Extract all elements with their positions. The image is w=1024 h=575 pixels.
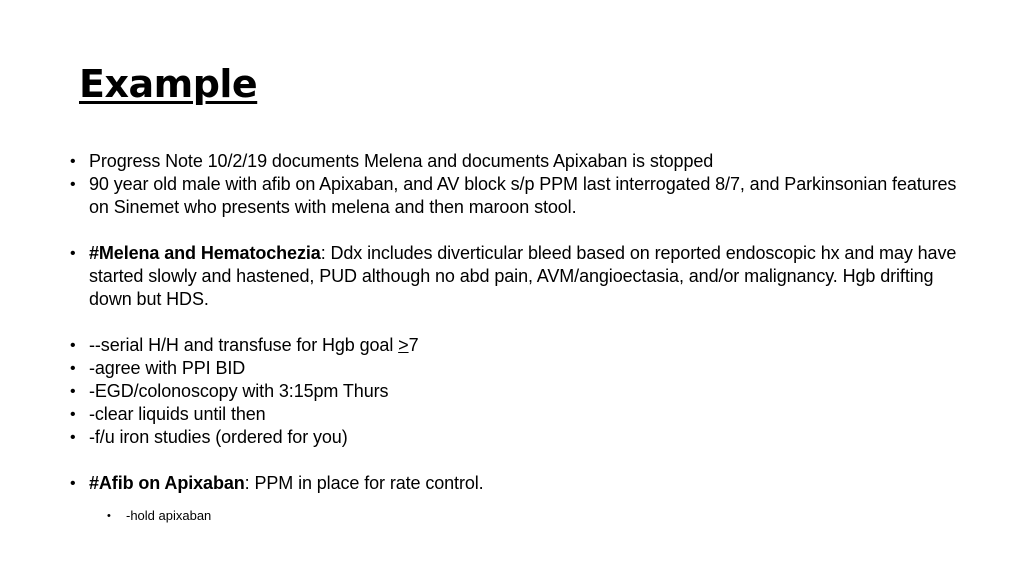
bullet-item: [70, 380, 970, 403]
bullet-dot: •: [70, 406, 76, 423]
bullet-item: [70, 242, 970, 311]
bullet-dot: •: [70, 176, 76, 193]
bullet-text: 90 year old male with afib on Apixaban, and AV block s/p PPM last interrogated 8/7, and Parkinsonian features on Sinemet who presents with melena and then maroon stool.: [89, 174, 957, 217]
bullet-dot: •: [70, 360, 76, 377]
bullet-item: [70, 357, 970, 380]
bullet-item: [70, 426, 970, 449]
bullet-text: -agree with PPI BID: [89, 358, 246, 378]
bullet-dot: •: [70, 429, 76, 446]
bullet-item: [70, 334, 970, 357]
bullet-text: --serial H/H and transfuse for Hgb goal: [89, 335, 399, 355]
bullet-item: [70, 403, 970, 426]
bullet-heading: #Melena and Hematochezia: [89, 243, 321, 263]
bullet-list: [70, 150, 970, 525]
spacer: [70, 311, 970, 334]
bullet-dot: •: [70, 337, 76, 354]
sub-bullet-item: [107, 507, 970, 525]
bullet-text: -EGD/colonoscopy with 3:15pm Thurs: [89, 381, 389, 401]
slide-title: Example: [79, 62, 258, 106]
bullet-item: [70, 472, 970, 495]
bullet-text: : Ddx includes diverticular bleed based on reported endoscopic hx and may have started slowly and hastened, PUD although no abd pain, AVM/angioectasia, and/or malignancy. Hgb drifting down but HDS.: [89, 243, 957, 309]
bullet-text: : PPM in place for rate control.: [244, 473, 484, 493]
bullet-item: [70, 173, 970, 219]
spacer: [70, 219, 970, 242]
bullet-text: -f/u iron studies (ordered for you): [89, 427, 348, 447]
bullet-dot: •: [70, 245, 76, 262]
spacer: [70, 449, 970, 472]
bullet-text: 7: [408, 335, 419, 355]
bullet-text: Progress Note 10/2/19 documents Melena and documents Apixaban is stopped: [89, 151, 714, 171]
sub-bullet-text: -hold apixaban: [126, 508, 212, 523]
bullet-item: [70, 150, 970, 173]
bullet-dot: •: [70, 383, 76, 400]
greater-than-symbol: >: [398, 335, 409, 355]
bullet-dot: •: [107, 510, 111, 522]
bullet-text: -clear liquids until then: [89, 404, 266, 424]
bullet-dot: •: [70, 153, 76, 170]
bullet-heading: #Afib on Apixaban: [89, 473, 245, 493]
bullet-dot: •: [70, 475, 76, 492]
